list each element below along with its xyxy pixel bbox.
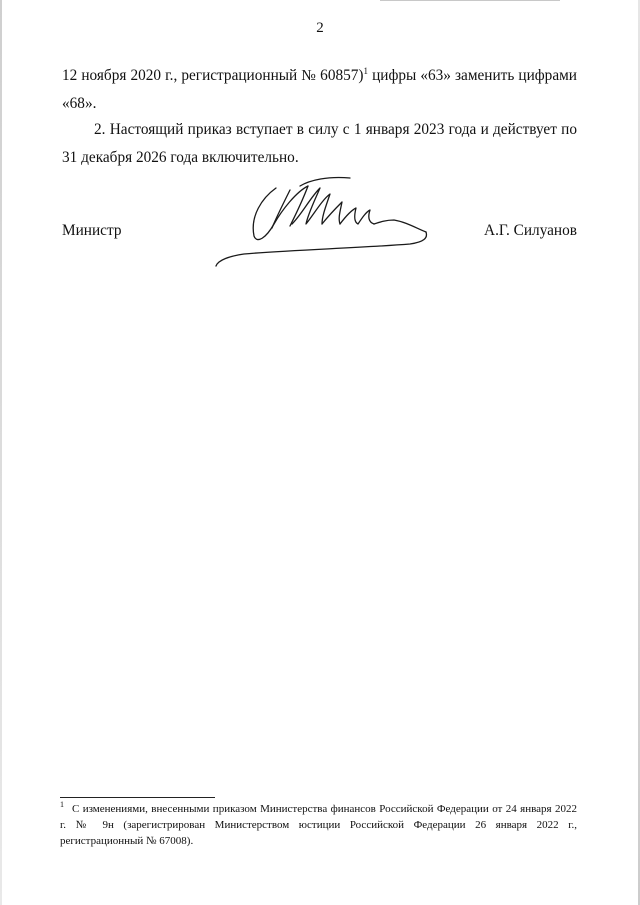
page-edge-top — [380, 0, 560, 1]
paragraph-effective-date-text: 2. Настоящий приказ вступает в силу с 1 января 2023 года и действует по 31 декабря 2026 года включительно. — [62, 121, 577, 166]
paragraph-continuation-text: 12 ноября 2020 г., регистрационный № 60857) — [62, 67, 364, 84]
footnote-reference: 1 — [363, 65, 369, 76]
paragraph-continuation-tail: цифры «63» заменить цифрами «68». — [62, 67, 577, 112]
footnote-separator — [60, 797, 215, 798]
footnote-marker: 1 — [60, 800, 64, 810]
page-number: 2 — [316, 20, 324, 36]
footnote-text: С изменениями, внесенными приказом Министерства финансов Российской Федерации от 24 января 2022 г. № 9н (зарегистрирован Министерством юстиции Российской Федерации 26 января 2022 г., регистрационный № 67008). — [60, 803, 577, 847]
footnote — [60, 801, 577, 849]
paragraph-effective-date — [62, 116, 577, 172]
page-edge-left — [0, 0, 2, 905]
handwritten-signature — [210, 168, 440, 273]
paragraph-continuation — [62, 62, 577, 118]
signatory-role: Министр — [62, 222, 122, 239]
signatory-name: А.Г. Силуанов — [484, 222, 577, 239]
